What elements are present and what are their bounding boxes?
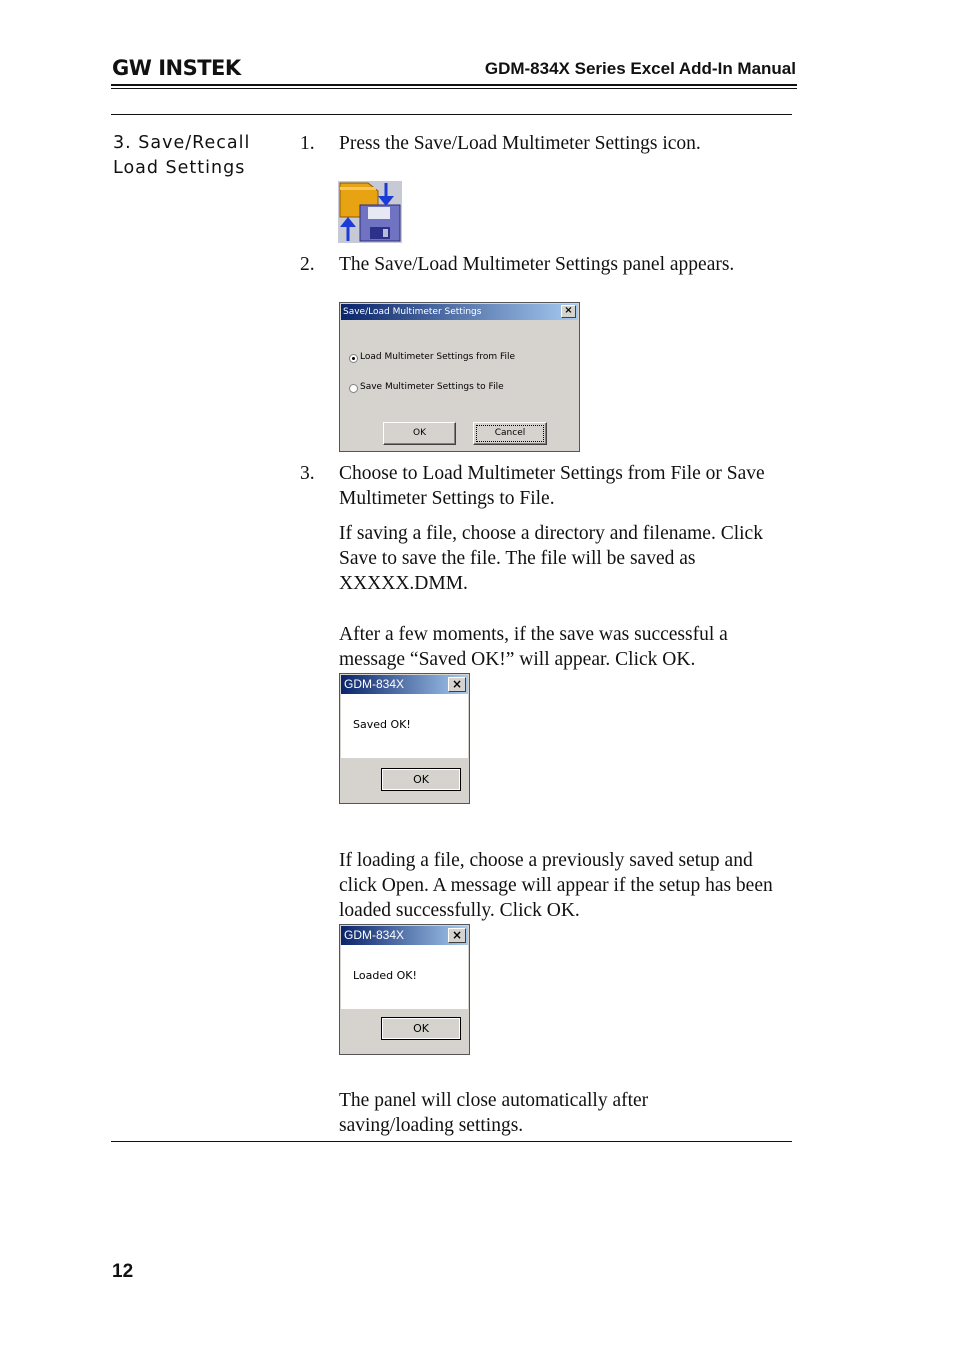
brand-logo: GW INSTEK (112, 56, 241, 80)
after-save-paragraph: After a few moments, if the save was successful a message “Saved OK!” will appear. Click OK. (339, 624, 728, 670)
saved-ok-button[interactable]: OK (381, 768, 461, 791)
saving-paragraph: If saving a file, choose a directory and filename. Click Save to save the file. The file will be saved as XXXXX.DMM. (339, 523, 763, 594)
save-load-panel (339, 302, 580, 452)
panel-close-button[interactable]: × (561, 305, 576, 318)
loaded-dialog-close-button[interactable]: × (448, 928, 466, 943)
header-rule-thin (111, 88, 797, 89)
page-number: 12 (112, 1261, 134, 1282)
saved-message: Saved OK! (353, 718, 411, 731)
panel-ok-button[interactable]: OK (383, 422, 456, 445)
section-heading-line2: Load Settings (113, 158, 246, 178)
closing-paragraph: The panel will close automatically after saving/loading settings. (339, 1090, 649, 1136)
panel-title: Save/Load Multimeter Settings (341, 304, 578, 320)
saved-ok-dialog (339, 673, 470, 804)
loaded-dialog-title: GDM-834X (341, 926, 468, 945)
step-1-number: 1. (300, 133, 315, 154)
step-3-number: 3. (300, 463, 315, 484)
saved-dialog-title: GDM-834X (341, 675, 468, 694)
loaded-dialog-body (341, 945, 468, 1009)
section-heading (113, 131, 283, 181)
step-2-number: 2. (300, 254, 315, 275)
section-top-rule (111, 114, 792, 115)
section-heading-line1: 3. Save/Recall (113, 133, 251, 153)
loaded-message: Loaded OK! (353, 969, 417, 982)
saved-dialog-close-button[interactable]: × (448, 677, 466, 692)
section-bottom-rule (111, 1141, 792, 1142)
loaded-ok-dialog (339, 924, 470, 1055)
load-option-label: Load Multimeter Settings from File (360, 352, 516, 362)
save-load-settings-icon (338, 181, 402, 243)
save-load-icon-graphic (338, 181, 402, 243)
save-option-label: Save Multimeter Settings to File (360, 382, 504, 392)
step-1-text: Press the Save/Load Multimeter Settings icon. (339, 133, 701, 154)
saved-dialog-body (341, 694, 468, 758)
save-radio[interactable] (349, 384, 358, 393)
panel-cancel-button[interactable]: Cancel (473, 422, 547, 445)
step-3-text: Choose to Load Multimeter Settings from File or Save Multimeter Settings to File. (339, 463, 765, 509)
loading-paragraph: If loading a file, choose a previously saved setup and click Open. A message will appear if the setup has been loaded successfully. Click OK. (339, 850, 773, 921)
header-rule (111, 84, 797, 86)
load-radio[interactable] (349, 354, 358, 363)
step-2-text: The Save/Load Multimeter Settings panel appears. (339, 254, 735, 275)
manual-title: GDM-834X Series Excel Add-In Manual (484, 59, 796, 78)
loaded-ok-button[interactable]: OK (381, 1017, 461, 1040)
